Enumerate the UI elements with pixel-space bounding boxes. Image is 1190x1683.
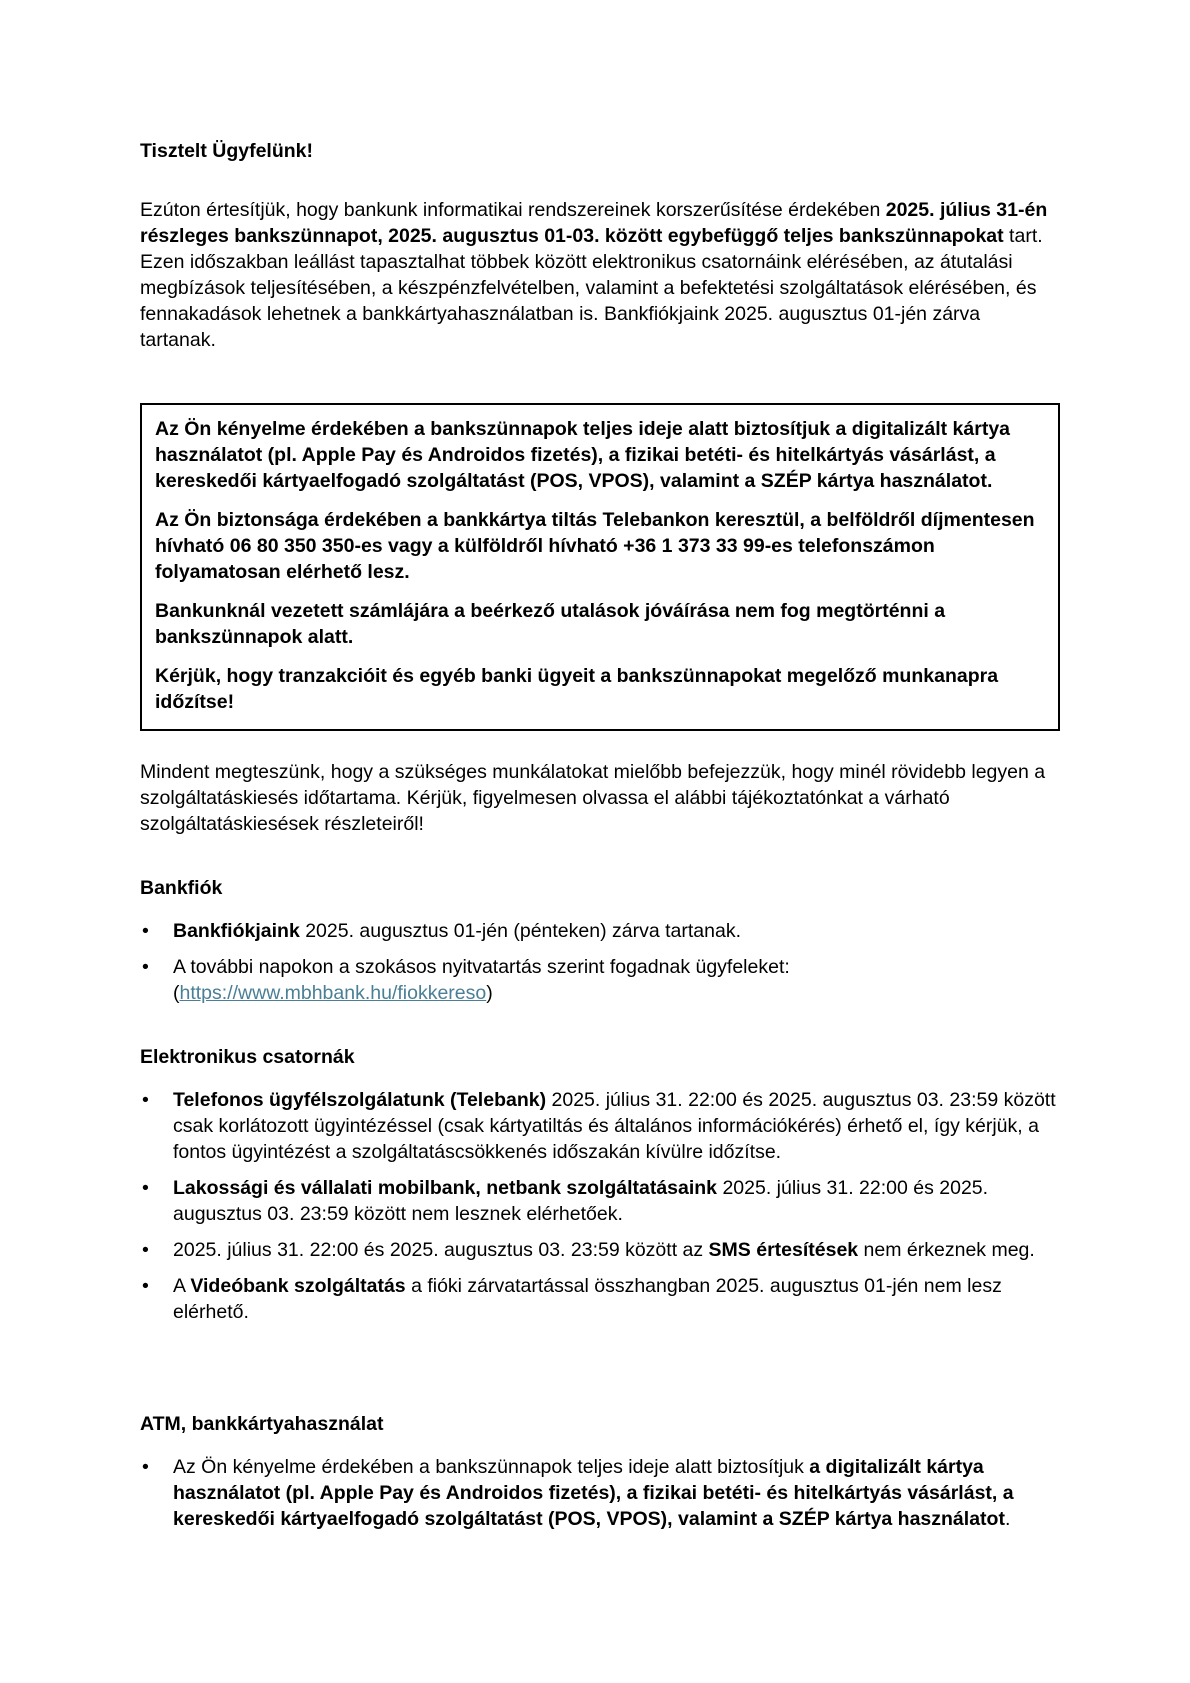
bullet-item: [140, 918, 1060, 944]
section-atm-bankkartyahasznalat: [140, 1411, 1060, 1532]
bullet-list: [140, 1087, 1060, 1325]
text-run: 2025. július 31. 22:00 és 2025. augusztus 03. 23:59 között csak korlátozott ügyintézéssel (csak kártyatiltás és általános információkérés) érhető el, így kérjük, a fontos ügyintézést a szolgáltatáscsökkenés időszakán kívülre időzítse.: [173, 1089, 1056, 1163]
bullet-text: [173, 1237, 1060, 1263]
bold-text-run: Lakossági és vállalati mobilbank, netbank szolgáltatásaink: [173, 1177, 718, 1199]
sections-container: [140, 875, 1060, 1532]
bullet-text: [173, 1273, 1060, 1325]
text-run: a fióki zárvatartással összhangban 2025. augusztus 01-jén nem lesz elérhető.: [173, 1275, 1002, 1323]
bullet-icon: •: [142, 1177, 149, 1199]
bullet-icon: •: [142, 1275, 149, 1297]
closing-paragraph: [140, 759, 1060, 837]
text-run: ): [486, 982, 493, 1004]
text-run: Mindent megteszünk, hogy a szükséges munkálatokat mielőbb befejezzük, hogy minél rövidebb legyen a szolgáltatáskiesés időtartama. Kérjük, figyelmesen olvassa el alábbi tájékoztatónkat a várható szolgáltatáskiesések részleteiről!: [140, 761, 1046, 835]
text-run: 2025. július 31. 22:00 és 2025. augusztus 03. 23:59 között az: [173, 1239, 709, 1261]
bullet-text: [173, 1175, 1060, 1227]
bold-text-run: Videóbank szolgáltatás: [190, 1275, 406, 1297]
bullet-item: [140, 1087, 1060, 1165]
text-run: (: [173, 982, 180, 1004]
bullet-item: [140, 1175, 1060, 1227]
section-heading-atm-bankkartyahasznalat: ATM, bankkártyahasználat: [140, 1413, 384, 1435]
section-heading-elektronikus-csatornak: Elektronikus csatornák: [140, 1046, 355, 1068]
bullet-list: [140, 1454, 1060, 1532]
section-bankfiok: [140, 875, 1060, 1006]
bold-text-run: Bankfiókjaink: [173, 920, 300, 942]
text-run: tart. Ezen időszakban leállást tapasztalhat többek között elektronikus csatornáink elérésében, az átutalási megbízások teljesítésében, a készpénzfelvételben, valamint a befektetési szolgáltatások elérésében, és fennakadások lehetnek a bankkártyahasználatban is. Bankfiókjaink 2025. augusztus 01-jén zárva tartanak.: [140, 225, 1043, 351]
bold-text-run: Telefonos ügyfélszolgálatunk (Telebank): [173, 1089, 547, 1111]
bold-text-run: Bankunknál vezetett számlájára a beérkező utalások jóváírása nem fog megtörténni a bankszünnapok alatt.: [155, 600, 946, 648]
fiokkereso-link[interactable]: https://www.mbhbank.hu/fiokkereso: [179, 982, 487, 1004]
bullet-icon: •: [142, 920, 149, 942]
text-run: 2025. augusztus 01-jén (pénteken) zárva tartanak.: [299, 920, 741, 942]
bold-text-run: Az Ön biztonsága érdekében a bankkártya tiltás Telebankon keresztül, a belföldről díjmentesen hívható 06 80 350 350-es vagy a külföldről hívható +36 1 373 33 99-es telefonszámon folyamatosan elérhető lesz.: [155, 509, 1035, 583]
bold-text-run: a digitalizált kártya használatot (pl. Apple Pay és Androidos fizetés), a fizikai betéti- és hitelkártyás vásárlást, a kereskedői kártyaelfogadó szolgáltatást (POS, VPOS), valamint a SZÉP kártya használatot: [173, 1456, 1014, 1530]
bullet-item: [140, 1454, 1060, 1532]
text-run: Az Ön kényelme érdekében a bankszünnapok teljes ideje alatt biztosítjuk: [173, 1456, 810, 1478]
section-elektronikus-csatornak: [140, 1044, 1060, 1325]
bullet-icon: •: [142, 1089, 149, 1111]
text-run: Ezúton értesítjük, hogy bankunk informatikai rendszereinek korszerűsítése érdekében: [140, 199, 886, 221]
bullet-icon: •: [142, 1456, 149, 1478]
bullet-text: [173, 918, 1060, 944]
bold-text-run: SMS értesítések: [708, 1239, 859, 1261]
bullet-item: [140, 1237, 1060, 1263]
text-run: nem érkeznek meg.: [858, 1239, 1035, 1261]
bold-text-run: Kérjük, hogy tranzakcióit és egyéb banki ügyeit a bankszünnapokat megelőző munkanapra időzítse!: [155, 665, 999, 713]
text-run: A: [173, 1275, 191, 1297]
bullet-text: [173, 954, 1060, 1006]
text-run: A további napokon a szokásos nyitvatartás szerint fogadnak ügyfeleket:: [173, 956, 790, 978]
bullet-icon: •: [142, 956, 149, 978]
text-run: 2025. július 31. 22:00 és 2025. augusztus 03. 23:59 között nem lesznek elérhetőek.: [173, 1177, 989, 1225]
bullet-icon: •: [142, 1239, 149, 1261]
bullet-item: [140, 1273, 1060, 1325]
bullet-text: [173, 1087, 1060, 1165]
highlight-box: [140, 403, 1060, 731]
bullet-list: [140, 918, 1060, 1006]
box-paragraph: [155, 663, 1043, 715]
bullet-item: [140, 954, 1060, 1006]
bullet-text: [173, 1454, 1060, 1532]
text-run: .: [1004, 1508, 1011, 1530]
bold-text-run: 2025. július 31-én részleges bankszünnapot, 2025. augusztus 01-03. között egybefüggő teljes bankszünnapokat: [140, 199, 1048, 247]
document-title: Tisztelt Ügyfelünk!: [140, 140, 313, 162]
box-paragraph: [155, 507, 1043, 585]
intro-paragraph: [140, 197, 1060, 353]
bold-text-run: Az Ön kényelme érdekében a bankszünnapok teljes ideje alatt biztosítjuk a digitalizált kártya használatot (pl. Apple Pay és Androidos fizetés), a fizikai betéti- és hitelkártyás vásárlást, a kereskedői kártyaelfogadó szolgáltatást (POS, VPOS), valamint a SZÉP kártya használatot.: [155, 418, 1011, 492]
box-paragraph: [155, 416, 1043, 494]
section-heading-bankfiok: Bankfiók: [140, 877, 223, 899]
box-paragraph: [155, 598, 1043, 650]
